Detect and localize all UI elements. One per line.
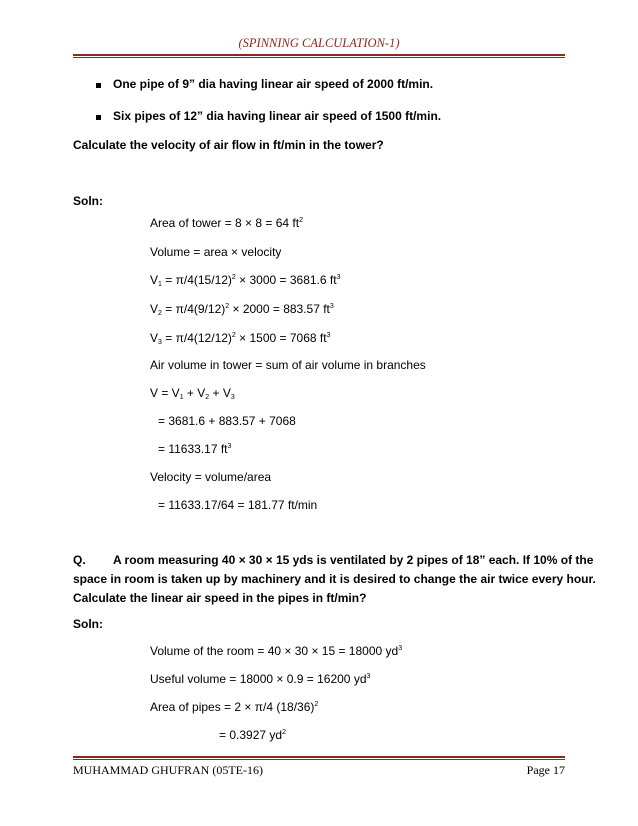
v-total: = 11633.17 $ft^3$	[158, 442, 232, 456]
v2-equation: $V_2 = \pi/4(9/12)^2 \times 2000 = 883.57$ $ft^3$	[150, 302, 334, 317]
footer-rule	[73, 756, 565, 758]
question-1: Calculate the velocity of air flow in ft/min in the tower?	[73, 138, 384, 152]
v-sum-values: = 3681.6 + 883.57 + 7068	[158, 414, 296, 428]
bullet-square-icon	[96, 115, 101, 120]
question-2-line-2: space in room is taken up by machinery and it is desired to change the air twice every hour.	[73, 572, 596, 586]
bullet-item-2: Six pipes of 12” dia having linear air speed of 1500 ft/min.	[113, 109, 442, 123]
question-2-line-3: Calculate the linear air speed in the pipes in ft/min?	[73, 591, 367, 605]
pipe-area-result: = 0.3927 $yd^2$	[219, 728, 286, 742]
bullet-square-icon	[96, 83, 101, 88]
footer-rule-thin	[73, 759, 565, 760]
velocity-definition: Velocity = volume/area	[150, 470, 272, 484]
room-volume: Volume of the room = 40 × 30 × 15 = 18000 $yd^3$	[150, 644, 403, 658]
area-of-tower: Area of tower = 8 × 8 = 64 $ft^2$	[150, 216, 303, 230]
header-rule-thin	[73, 57, 565, 58]
pipe-area: Area of pipes = 2 × π/4 $(18/36)^2$	[150, 700, 319, 714]
velocity-result: = 11633.17/64 = 181.77 ft/min	[158, 498, 318, 512]
air-volume-statement: Air volume in tower = sum of air volume in branches	[150, 358, 426, 372]
header-rule	[73, 54, 565, 56]
v-sum-equation: $V = V_1 + V_2 + V_3$	[150, 386, 235, 401]
footer-author: MUHAMMAD GHUFRAN (05TE-16)	[73, 763, 263, 777]
volume-definition: Volume = area × velocity	[150, 245, 282, 259]
v3-equation: $V_3 = \pi/4(12/12)^2 \times 1500 = 7068$ $ft^3$	[150, 331, 331, 346]
useful-volume: Useful volume = 18000 × 0.9 = 16200 $yd^3$	[150, 672, 371, 686]
question-2-line-1: A room measuring 40 × 30 × 15 yds is ventilated by 2 pipes of 18” each. If 10% of the	[113, 553, 594, 567]
question-2-label: Q.	[73, 553, 86, 567]
bullet-item-1: One pipe of 9” dia having linear air speed of 2000 ft/min.	[113, 77, 434, 91]
page-header-title: (SPINNING CALCULATION-1)	[238, 36, 400, 50]
soln-label-2: Soln:	[73, 617, 103, 631]
v1-equation: $V_1 = \pi/4(15/12)^2 \times 3000 = 3681.6$ $ft^3$	[150, 273, 341, 288]
footer-page-number: Page 17	[526, 763, 565, 777]
soln-label-1: Soln:	[73, 194, 103, 208]
